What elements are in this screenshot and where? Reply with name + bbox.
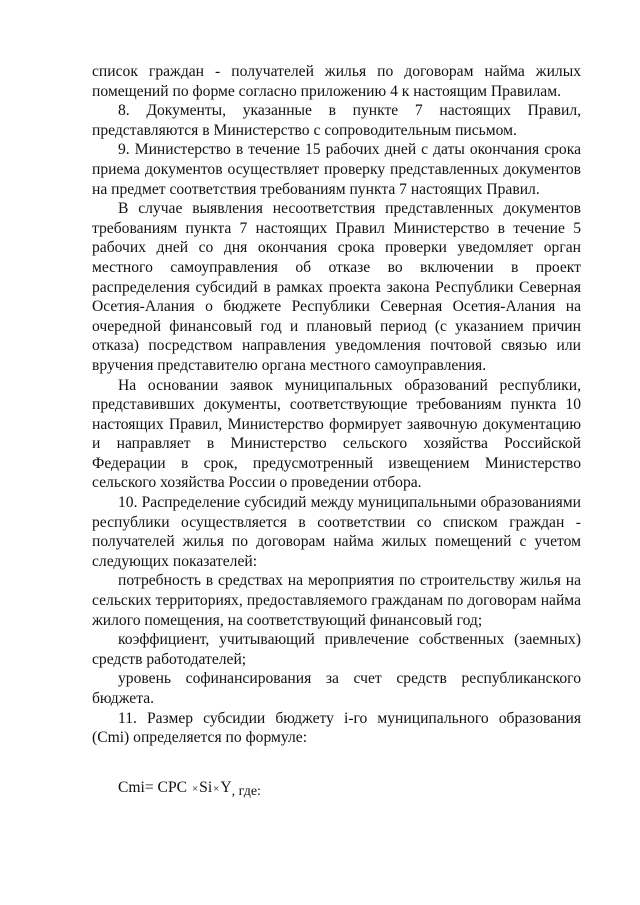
paragraph-indicator-need: потребность в средствах на мероприятия по строительству жилья на сельских территориях, предоставляемого гражданам по договорам найма жилого помещения, на соответствующий финансовый год; <box>92 572 581 629</box>
formula-times-sign: × <box>213 783 220 795</box>
paragraph-indicator-cofinancing: уровень софинансирования за счет средств республиканского бюджета. <box>92 670 581 707</box>
subsidy-formula <box>118 778 261 799</box>
paragraph-item-10: 10. Распределение субсидий между муниципальными образованиями республики осуществляется в соответствии со списком граждан - получателей жилья по договорам найма жилых помещений с учетом следующих показателей: <box>92 494 581 570</box>
formula-suffix: , где: <box>231 784 261 799</box>
formula-left: Cmi= CPC <box>118 779 188 796</box>
paragraph-applications: На основании заявок муниципальных образований республики, представивших документы, соответствующие требованиям пункта 10 настоящих Правил, Министерство формирует заявочную документацию и направляет в Министерство сельского хозяйства Российской Федерации в срок, предусмотренный извещением Министерство сельского хозяйства России о проведении отбора. <box>92 376 581 492</box>
paragraph-item-8: 8. Документы, указанные в пункте 7 настоящих Правил, представляются в Министерство с сопроводительным письмом. <box>92 102 581 139</box>
formula-times-sign: × <box>191 783 199 795</box>
paragraph-item-9: 9. Министерство в течение 15 рабочих дней с даты окончания срока приема документов осуществляет проверку представленных документов на предмет соответствия требованиям пункта 7 настоящих Правил. <box>92 141 581 198</box>
formula-right: Y <box>220 779 232 796</box>
paragraph-continuation: список граждан - получателей жилья по договорам найма жилых помещений по форме согласно приложению 4 к настоящим Правилам. <box>92 63 581 100</box>
paragraph-noncompliance: В случае выявления несоответствия представленных документов требованиям пункта 7 настоящих Правил Министерство в течение 5 рабочих дней со дня окончания срока проверки уведомляет орган местного самоуправления об отказе во включении в проект распределения субсидий в рамках проекта закона Республики Северная Осетия-Алания о бюджете Республики Северная Осетия-Алания на очередной финансовый год и плановый период (с указанием причин отказа) посредством направления уведомления почтовой связью или вручения представителю органа местного самоуправления. <box>92 200 581 374</box>
paragraph-item-11: 11. Размер субсидии бюджету i-го муниципального образования (Cmi) определяется по формуле: <box>92 709 581 747</box>
formula-mid: Si <box>199 779 213 796</box>
document-body <box>92 62 581 748</box>
paragraph-indicator-coefficient: коэффициент, учитывающий привлечение собственных (заемных) средств работодателей; <box>92 631 581 668</box>
